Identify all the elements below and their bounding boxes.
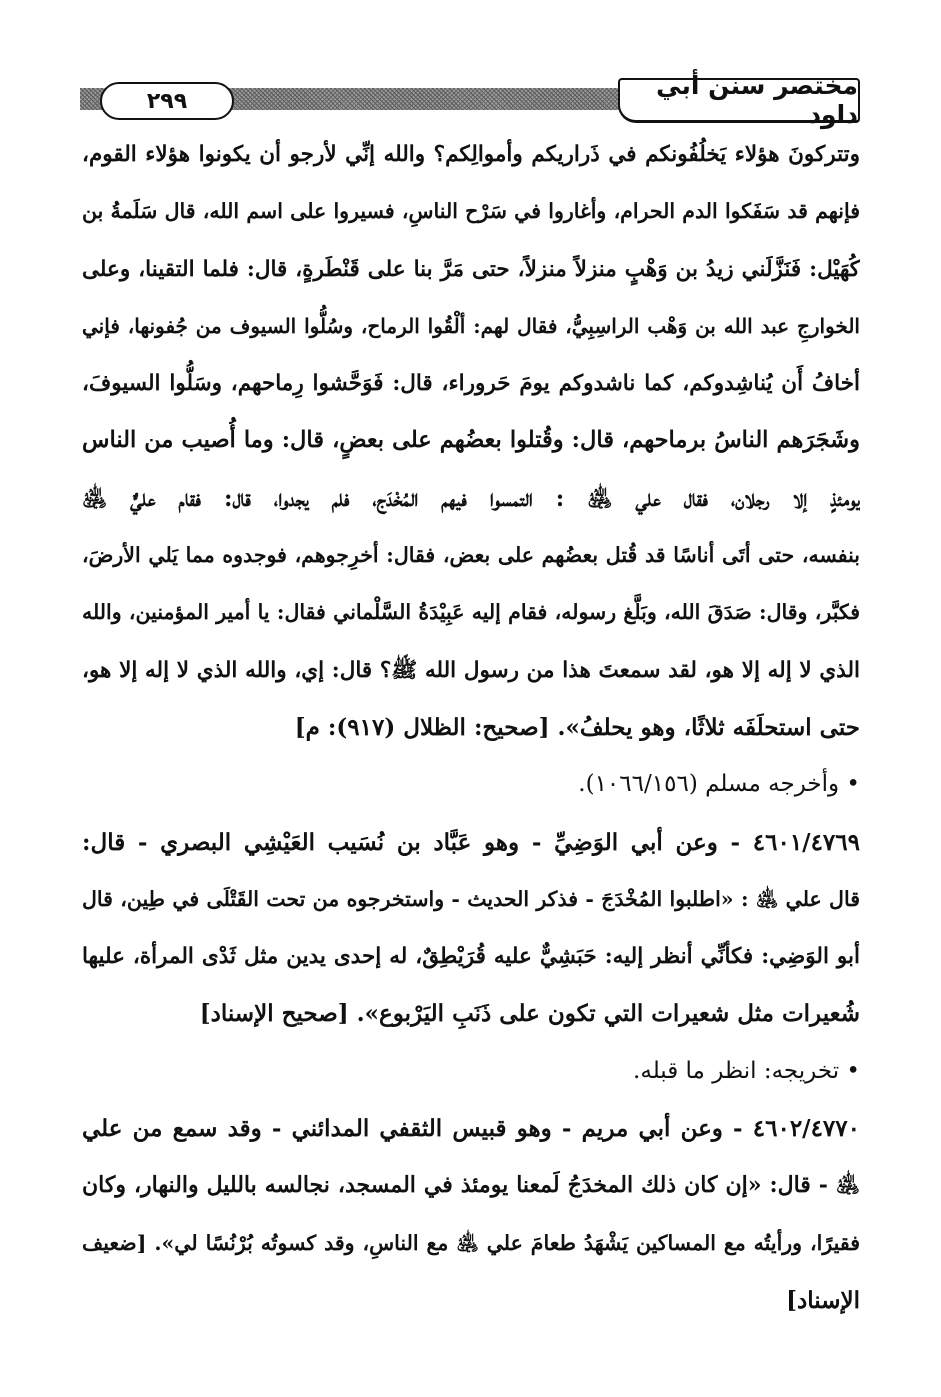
text-line: الإسناد] (786, 1286, 860, 1314)
text-line: فإنهم قد سَفَكوا الدم الحرام، وأغاروا في سَرْح الناسِ، فسيروا على اسم الله، قال سَلَمةُ بن (82, 199, 860, 224)
text-line: فقيرًا، ورأيتُه مع المساكين يَشْهَدُ طعامَ علي ﵁ مع الناسِ، وقد كسوتُه بُرْنُسًا لي». [ضعيف (82, 1230, 860, 1255)
text-line: أبو الوَضِي: فكأنِّي أنظر إليه: حَبَشِيٌّ عليه قُرَيْطِقٌ، له إحدى يدين مثل ثَدْى المرأة، عليها (82, 944, 860, 970)
text-line: فكبَّر، وقال: صَدَقَ الله، وبَلَّغ رسوله، فقام إليه عَبِيْدَةُ السَّلْماني فقال: يا أمير المؤمنين، والله (82, 600, 860, 625)
text-line: وتتركونَ هؤلاء يَخلُفُونكم في ذَراريكم وأموالِكم؟ والله إنِّي لأرجو أن يكونوا هؤلاء القوم، (82, 142, 860, 167)
text-line: وشَجَرَهم الناسُ برماحهم، قال: وقُتلوا بعضُهم على بعضٍ، قال: وما أُصيب من الناس (82, 427, 860, 454)
hadith-number-line: ٤٦٠١/٤٧٦٩ - وعن أبي الوَضِيِّ - وهو عَبَّاد بن نُسَيب العَيْشِي البصري - قال: (82, 828, 860, 856)
takhrij-note: • تخريجه: انظر ما قبله. (633, 1057, 860, 1084)
hadith-number-line: ٤٦٠٢/٤٧٧٠ - وعن أبي مريم - وهو قبيس الثقفي المدائني - وقد سمع من علي (82, 1115, 860, 1143)
page-number: ٢٩٩ (100, 82, 234, 120)
text-line: يومئذٍ إلا رجلان، فقال علي ﵁ : التمسوا فيهم المُخْدَج، فلم يجدوا، قال: فقام عليٌّ ﵁ (82, 484, 860, 512)
text-line: الذي لا إله إلا هو، لقد سمعتَ هذا من رسول الله ﷺ؟ قال: إي، والله الذي لا إله إلا هو، (82, 657, 860, 683)
text-line: الخوارجِ عبد الله بن وَهْب الراسِبِيُّ، فقال لهم: ألْقُوا الرماح، وسُلُّوا السيوف من جُفونها، فإني (82, 313, 860, 338)
book-title: مختصر سنن أبي داود (618, 78, 860, 123)
page-body (82, 126, 860, 1329)
takhrij-note: • وأخرجه مسلم (١٠٦٦/١٥٦). (578, 771, 860, 798)
page-header (80, 71, 860, 129)
text-line: قال علي ﵁ : «اطلبوا المُخْدَجَ - فذكر الحديث - واستخرجوه من تحت القَتْلَى في طِين، قال (82, 886, 860, 911)
text-line: أخافُ أَن يُناشِدوكم، كما ناشدوكم يومَ حَروراء، قال: فَوَحَّشوا رِماحهم، وسَلُّوا السيوفَ، (82, 371, 860, 397)
text-line: شُعيرات مثل شعيرات التي تكون على ذَنَبِ اليَرْبوع». [صحيح الإسناد] (199, 1000, 860, 1028)
text-line: كُهَيْل: فَنَزَّلَني زيدُ بن وَهْبٍ منزلاً منزلاً، حتى مَرَّ بنا على قَنْطَرةٍ، قال: فلما التقينا، وعلى (82, 256, 860, 282)
text-line: بنفسه، حتى أتَى أناسًا قد قُتل بعضُهم على بعض، فقال: أخرِجوهم، فوجدوه مما يَلي الأرضَ، (82, 543, 860, 568)
text-line: ﵁ - قال: «إن كان ذلك المخدَجُ لَمعنا يومئذ في المسجد، نجالسه بالليل والنهار، وكان (82, 1172, 860, 1199)
text-line: حتى استحلَفَه ثلاثًا، وهو يحلفُ». [صحيح: الظلال (٩١٧): م] (294, 713, 860, 741)
